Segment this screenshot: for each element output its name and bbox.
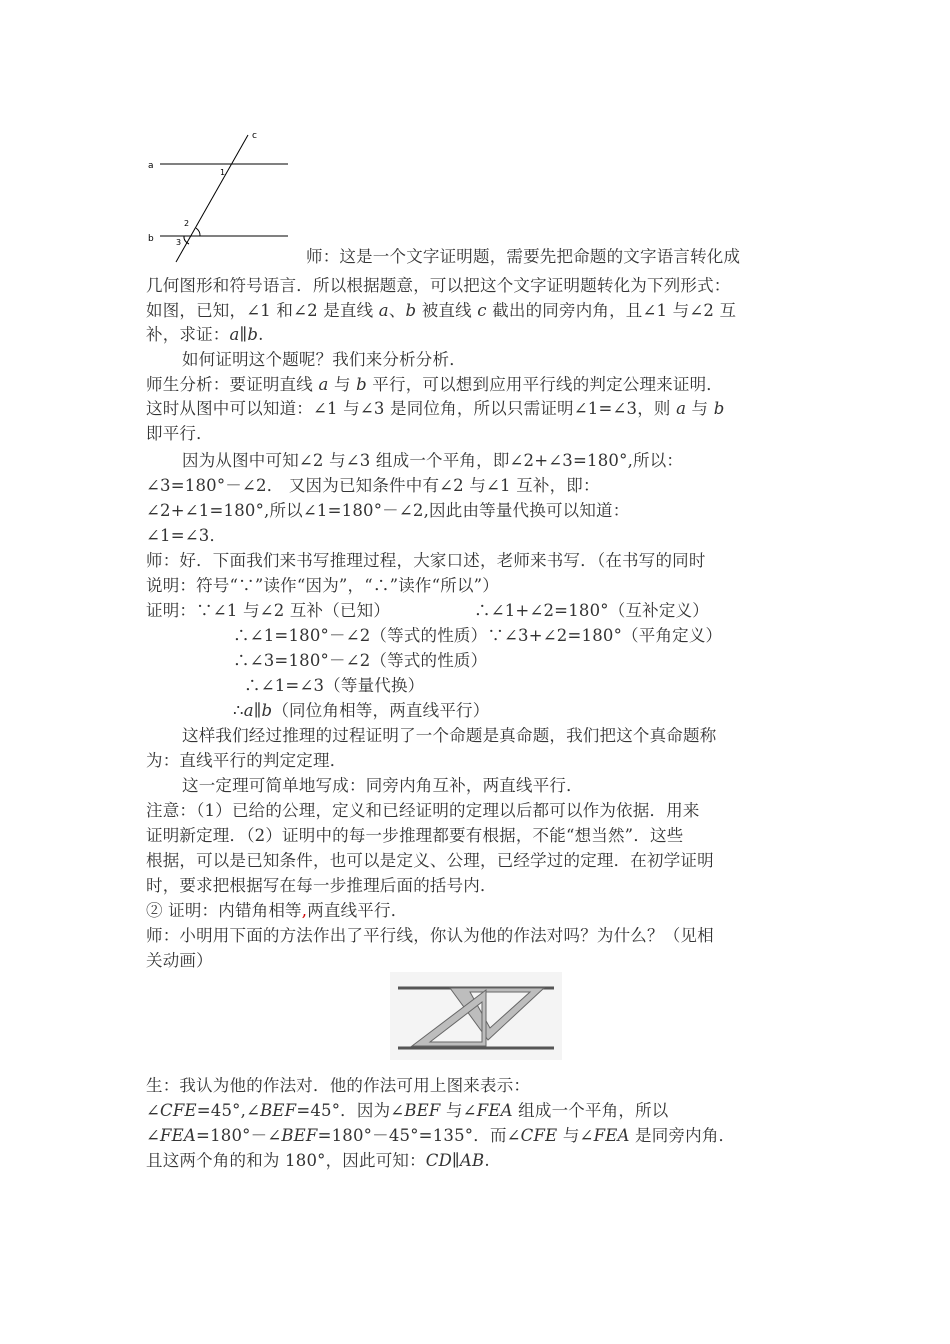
text-line: 证明新定理．（2）证明中的每一步推理都要有根据，不能“想当然”．这些 <box>146 826 684 845</box>
text-line: 师：好．下面我们来书写推理过程，大家口述，老师来书写．（在书写的同时 <box>146 551 706 570</box>
parallel-lines-figure <box>140 124 300 266</box>
text-line: 这样我们经过推理的过程证明了一个命题是真命题，我们把这个真命题称 <box>182 726 717 745</box>
text-line: 时，要求把根据写在每一步推理后面的括号内． <box>146 876 497 895</box>
text-line: 师：小明用下面的方法作出了平行线，你认为他的作法对吗？为什么？（见相 <box>146 926 714 945</box>
proof-line: ∴∠1=180°－∠2（等式的性质）∵∠3+∠2=180°（平角定义） <box>233 626 723 645</box>
proof-line: ∴a∥b（同位角相等，两直线平行） <box>233 701 490 720</box>
text-line: 生：我认为他的作法对．他的作法可用上图来表示： <box>146 1076 531 1095</box>
text-line: 如何证明这个题呢？我们来分析分析． <box>182 350 466 369</box>
proof-line: ∴∠3=180°－∠2（等式的性质） <box>233 651 488 670</box>
text-line: ② 证明：内错角相等,两直线平行． <box>146 901 408 920</box>
text-line: ∠3=180°－∠2． 又因为已知条件中有∠2 与∠1 互补，即： <box>146 476 600 495</box>
angle-2-arc <box>196 228 200 236</box>
text-line: 即平行． <box>146 424 213 443</box>
text-line: 这一定理可简单地写成：同旁内角互补，两直线平行． <box>182 776 583 795</box>
label-3: 3 <box>176 238 182 247</box>
text-line: ∠CFE=45°,∠BEF=45°．因为∠BEF 与∠FEA 组成一个平角，所以 <box>146 1101 669 1120</box>
label-a: a <box>148 161 154 171</box>
text-line: 补，求证：a∥b. <box>146 325 264 344</box>
text-line: 说明：符号“∵”读作“因为”，“∴”读作“所以”） <box>146 576 499 595</box>
text-line: 如图，已知，∠1 和∠2 是直线 a、b 被直线 c 截出的同旁内角，且∠1 与∠2 互 <box>146 301 737 320</box>
text-line: 注意：（1）已给的公理，定义和已经证明的定理以后都可以作为依据．用来 <box>146 801 700 820</box>
label-c: c <box>252 131 257 141</box>
proof-line: 证明：∵∠1 与∠2 互补（已知） <box>146 601 391 620</box>
label-b: b <box>148 234 154 244</box>
text-line: 这时从图中可以知道：∠1 与∠3 是同位角，所以只需证明∠1=∠3，则 a 与 b <box>146 399 725 418</box>
triangle-ruler-figure <box>390 972 562 1060</box>
text-line: 关动画） <box>146 951 213 970</box>
text-line: 师生分析：要证明直线 a 与 b 平行，可以想到应用平行线的判定公理来证明． <box>146 375 724 394</box>
text-line: ∠FEA=180°－∠BEF=180°－45°=135°．而∠CFE 与∠FEA 是同旁内角． <box>146 1126 736 1145</box>
proof-line: ∴∠1+∠2=180°（互补定义） <box>474 601 709 620</box>
label-2: 2 <box>184 219 190 228</box>
proof-line: ∴∠1=∠3（等量代换） <box>244 676 425 695</box>
text-line: ∠2+∠1=180°,所以∠1=180°－∠2,因此由等量代换可以知道： <box>146 501 630 520</box>
label-1: 1 <box>220 168 226 177</box>
text-line: ∠1=∠3． <box>146 526 227 545</box>
text-line: 为：直线平行的判定定理． <box>146 751 347 770</box>
text-line: 师：这是一个文字证明题，需要先把命题的文字语言转化成 <box>306 247 741 266</box>
text-line: 几何图形和符号语言．所以根据题意，可以把这个文字证明题转化为下列形式： <box>146 276 731 295</box>
text-line: 根据，可以是已知条件，也可以是定义、公理，已经学过的定理．在初学证明 <box>146 851 714 870</box>
text-line: 因为从图中可知∠2 与∠3 组成一个平角，即∠2+∠3=180°,所以： <box>182 451 684 470</box>
text-line: 且这两个角的和为 180°，因此可知：CD∥AB. <box>146 1151 490 1170</box>
